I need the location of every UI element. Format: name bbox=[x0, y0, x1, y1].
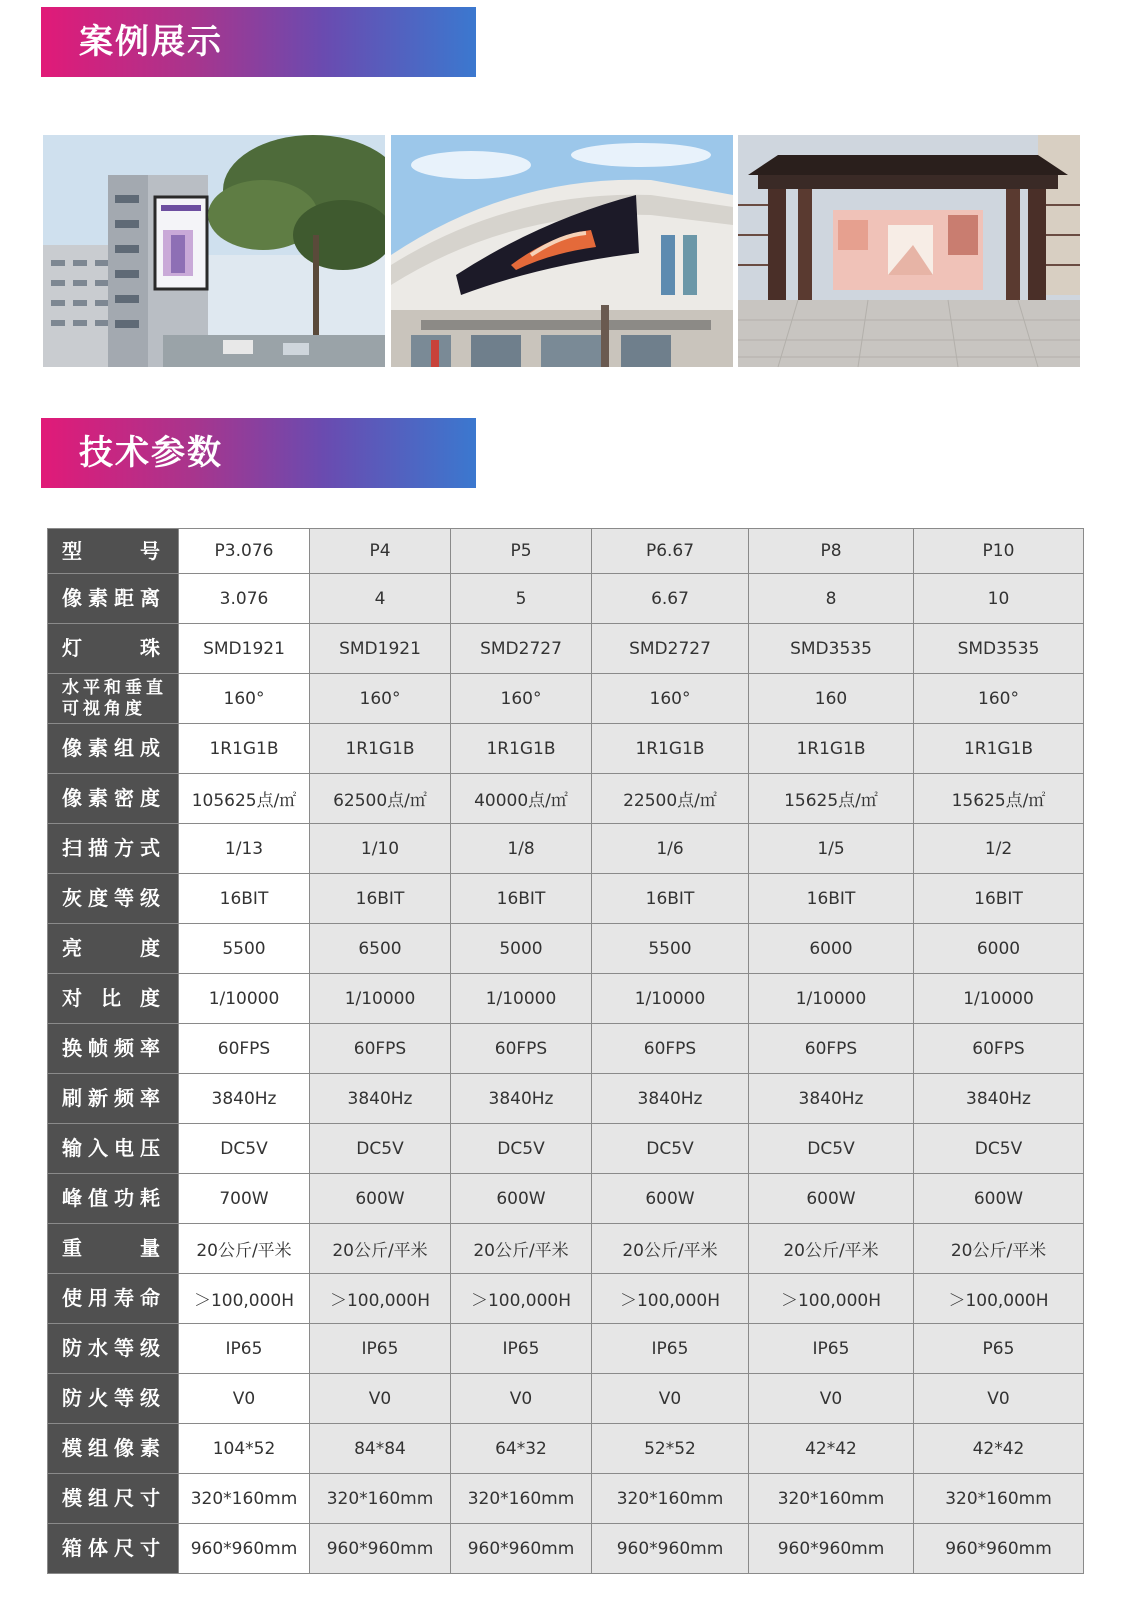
spec-cell: 1/2 bbox=[914, 824, 1084, 874]
spec-cell: 3840Hz bbox=[592, 1074, 749, 1124]
spec-row bbox=[48, 1424, 1084, 1474]
spec-cell: 84*84 bbox=[310, 1424, 451, 1474]
spec-cell: 3840Hz bbox=[310, 1074, 451, 1124]
spec-cell: V0 bbox=[914, 1374, 1084, 1424]
spec-row-label: 模组尺寸 bbox=[48, 1474, 179, 1524]
spec-row bbox=[48, 1224, 1084, 1274]
spec-row bbox=[48, 1374, 1084, 1424]
spec-cell: V0 bbox=[451, 1374, 592, 1424]
spec-cell: 320*160mm bbox=[310, 1474, 451, 1524]
spec-cell: IP65 bbox=[749, 1324, 914, 1374]
spec-cell: P10 bbox=[914, 529, 1084, 574]
spec-row bbox=[48, 1124, 1084, 1174]
spec-cell: 6500 bbox=[310, 924, 451, 974]
spec-cell: SMD2727 bbox=[451, 624, 592, 674]
spec-cell: P3.076 bbox=[179, 529, 310, 574]
spec-row bbox=[48, 874, 1084, 924]
spec-cell: 22500点/㎡ bbox=[592, 774, 749, 824]
spec-cell: 960*960mm bbox=[310, 1524, 451, 1574]
spec-cell: 160° bbox=[451, 674, 592, 724]
spec-row-label: 扫描方式 bbox=[48, 824, 179, 874]
spec-cell: ＞100,000H bbox=[310, 1274, 451, 1324]
spec-cell: 60FPS bbox=[914, 1024, 1084, 1074]
spec-cell: 160° bbox=[310, 674, 451, 724]
spec-cell: P4 bbox=[310, 529, 451, 574]
spec-cell: 600W bbox=[310, 1174, 451, 1224]
spec-cell: DC5V bbox=[914, 1124, 1084, 1174]
spec-cell: 42*42 bbox=[914, 1424, 1084, 1474]
spec-cell: 62500点/㎡ bbox=[310, 774, 451, 824]
spec-cell: 1R1G1B bbox=[179, 724, 310, 774]
spec-row bbox=[48, 1274, 1084, 1324]
spec-cell: 52*52 bbox=[592, 1424, 749, 1474]
spec-cell: 6000 bbox=[749, 924, 914, 974]
spec-cell: ＞100,000H bbox=[592, 1274, 749, 1324]
spec-cell: IP65 bbox=[310, 1324, 451, 1374]
spec-cell: SMD3535 bbox=[749, 624, 914, 674]
spec-cell: 600W bbox=[914, 1174, 1084, 1224]
spec-cell: 3840Hz bbox=[914, 1074, 1084, 1124]
spec-row-label: 像素组成 bbox=[48, 724, 179, 774]
spec-cell: 20公斤/平米 bbox=[749, 1224, 914, 1274]
spec-row-label: 峰值功耗 bbox=[48, 1174, 179, 1224]
spec-cell: 16BIT bbox=[914, 874, 1084, 924]
spec-cell: 60FPS bbox=[592, 1024, 749, 1074]
spec-cell: 160° bbox=[592, 674, 749, 724]
spec-row bbox=[48, 774, 1084, 824]
spec-row bbox=[48, 1474, 1084, 1524]
spec-cell: 15625点/㎡ bbox=[914, 774, 1084, 824]
spec-row-label: 型 号 bbox=[48, 529, 179, 574]
spec-cell: IP65 bbox=[179, 1324, 310, 1374]
spec-cell: 1/10000 bbox=[451, 974, 592, 1024]
spec-row-label: 刷新频率 bbox=[48, 1074, 179, 1124]
spec-cell: 160 bbox=[749, 674, 914, 724]
spec-cell: ＞100,000H bbox=[914, 1274, 1084, 1324]
spec-cell: ＞100,000H bbox=[749, 1274, 914, 1324]
spec-cell: P6.67 bbox=[592, 529, 749, 574]
spec-cell: V0 bbox=[592, 1374, 749, 1424]
spec-cell: 5500 bbox=[592, 924, 749, 974]
spec-cell: 42*42 bbox=[749, 1424, 914, 1474]
spec-row-label: 输入电压 bbox=[48, 1124, 179, 1174]
spec-row bbox=[48, 574, 1084, 624]
spec-cell: 20公斤/平米 bbox=[914, 1224, 1084, 1274]
spec-cell: 16BIT bbox=[592, 874, 749, 924]
spec-cell: 4 bbox=[310, 574, 451, 624]
spec-table bbox=[47, 528, 1084, 1574]
spec-cell: 960*960mm bbox=[592, 1524, 749, 1574]
spec-cell: 960*960mm bbox=[749, 1524, 914, 1574]
spec-cell: 20公斤/平米 bbox=[310, 1224, 451, 1274]
spec-cell: 1/10000 bbox=[749, 974, 914, 1024]
spec-row-label: 模组像素 bbox=[48, 1424, 179, 1474]
spec-cell: 104*52 bbox=[179, 1424, 310, 1474]
spec-cell: 5500 bbox=[179, 924, 310, 974]
spec-cell: 3840Hz bbox=[179, 1074, 310, 1124]
spec-row bbox=[48, 824, 1084, 874]
case-photo-plaza-pavilion bbox=[738, 135, 1080, 367]
spec-cell: 1/10000 bbox=[179, 974, 310, 1024]
spec-cell: 20公斤/平米 bbox=[592, 1224, 749, 1274]
spec-row bbox=[48, 1524, 1084, 1574]
spec-cell: 5 bbox=[451, 574, 592, 624]
spec-cell: 600W bbox=[592, 1174, 749, 1224]
case-photo-building-billboard bbox=[43, 135, 385, 367]
spec-cell: 6.67 bbox=[592, 574, 749, 624]
spec-cell: 1R1G1B bbox=[749, 724, 914, 774]
spec-cell: 64*32 bbox=[451, 1424, 592, 1474]
spec-row bbox=[48, 1074, 1084, 1124]
spec-cell: SMD1921 bbox=[310, 624, 451, 674]
spec-cell: 1/10000 bbox=[310, 974, 451, 1024]
spec-cell: 15625点/㎡ bbox=[749, 774, 914, 824]
spec-row bbox=[48, 1024, 1084, 1074]
spec-row-label: 像素密度 bbox=[48, 774, 179, 824]
spec-cell: 600W bbox=[451, 1174, 592, 1224]
spec-cell: 320*160mm bbox=[592, 1474, 749, 1524]
spec-cell: 1/13 bbox=[179, 824, 310, 874]
spec-row bbox=[48, 529, 1084, 574]
spec-cell: V0 bbox=[179, 1374, 310, 1424]
spec-cell: P65 bbox=[914, 1324, 1084, 1374]
spec-cell: 60FPS bbox=[451, 1024, 592, 1074]
spec-cell: 60FPS bbox=[310, 1024, 451, 1074]
spec-cell: 8 bbox=[749, 574, 914, 624]
spec-cell: IP65 bbox=[451, 1324, 592, 1374]
spec-cell: 20公斤/平米 bbox=[451, 1224, 592, 1274]
spec-row bbox=[48, 624, 1084, 674]
spec-cell: V0 bbox=[310, 1374, 451, 1424]
spec-cell: SMD3535 bbox=[914, 624, 1084, 674]
spec-cell: 16BIT bbox=[179, 874, 310, 924]
specs-section-title: 技术参数 bbox=[41, 418, 476, 488]
spec-row bbox=[48, 974, 1084, 1024]
spec-row-label: 使用寿命 bbox=[48, 1274, 179, 1324]
spec-row-label: 灰度等级 bbox=[48, 874, 179, 924]
spec-cell: P5 bbox=[451, 529, 592, 574]
spec-row bbox=[48, 1174, 1084, 1224]
spec-cell: 1R1G1B bbox=[310, 724, 451, 774]
spec-cell: 320*160mm bbox=[451, 1474, 592, 1524]
spec-cell: 600W bbox=[749, 1174, 914, 1224]
spec-cell: 5000 bbox=[451, 924, 592, 974]
spec-cell: 1/6 bbox=[592, 824, 749, 874]
spec-cell: V0 bbox=[749, 1374, 914, 1424]
spec-cell: DC5V bbox=[179, 1124, 310, 1174]
spec-row-label: 像素距离 bbox=[48, 574, 179, 624]
spec-cell: 320*160mm bbox=[749, 1474, 914, 1524]
spec-row-label: 水平和垂直可视角度 bbox=[48, 674, 179, 724]
spec-cell: 960*960mm bbox=[451, 1524, 592, 1574]
spec-cell: 1R1G1B bbox=[914, 724, 1084, 774]
spec-cell: 10 bbox=[914, 574, 1084, 624]
spec-cell: 1R1G1B bbox=[451, 724, 592, 774]
case-photo-shopping-mall bbox=[391, 135, 733, 367]
spec-cell: 1/10 bbox=[310, 824, 451, 874]
spec-row-label: 对 比 度 bbox=[48, 974, 179, 1024]
spec-cell: 1/10000 bbox=[592, 974, 749, 1024]
spec-cell: ＞100,000H bbox=[451, 1274, 592, 1324]
spec-cell: IP65 bbox=[592, 1324, 749, 1374]
spec-cell: 1R1G1B bbox=[592, 724, 749, 774]
spec-cell: 700W bbox=[179, 1174, 310, 1224]
spec-cell: 320*160mm bbox=[914, 1474, 1084, 1524]
spec-cell: 3.076 bbox=[179, 574, 310, 624]
spec-cell: 16BIT bbox=[310, 874, 451, 924]
cases-section-title: 案例展示 bbox=[41, 7, 476, 77]
spec-row-label: 箱体尺寸 bbox=[48, 1524, 179, 1574]
spec-row-label: 亮 度 bbox=[48, 924, 179, 974]
spec-cell: 160° bbox=[914, 674, 1084, 724]
spec-cell: 1/8 bbox=[451, 824, 592, 874]
spec-cell: SMD1921 bbox=[179, 624, 310, 674]
spec-cell: 60FPS bbox=[179, 1024, 310, 1074]
spec-row bbox=[48, 724, 1084, 774]
spec-cell: 1/10000 bbox=[914, 974, 1084, 1024]
spec-row-label: 重 量 bbox=[48, 1224, 179, 1274]
spec-row bbox=[48, 674, 1084, 724]
spec-cell: P8 bbox=[749, 529, 914, 574]
spec-cell: DC5V bbox=[451, 1124, 592, 1174]
spec-cell: 20公斤/平米 bbox=[179, 1224, 310, 1274]
spec-cell: DC5V bbox=[749, 1124, 914, 1174]
spec-cell: ＞100,000H bbox=[179, 1274, 310, 1324]
spec-cell: DC5V bbox=[310, 1124, 451, 1174]
spec-row-label: 换帧频率 bbox=[48, 1024, 179, 1074]
spec-row bbox=[48, 1324, 1084, 1374]
spec-cell: 1/5 bbox=[749, 824, 914, 874]
spec-cell: 960*960mm bbox=[179, 1524, 310, 1574]
spec-cell: 16BIT bbox=[749, 874, 914, 924]
spec-row bbox=[48, 924, 1084, 974]
spec-cell: DC5V bbox=[592, 1124, 749, 1174]
spec-cell: 3840Hz bbox=[451, 1074, 592, 1124]
spec-row-label: 灯 珠 bbox=[48, 624, 179, 674]
spec-cell: 105625点/㎡ bbox=[179, 774, 310, 824]
spec-cell: 60FPS bbox=[749, 1024, 914, 1074]
spec-cell: 160° bbox=[179, 674, 310, 724]
spec-cell: 3840Hz bbox=[749, 1074, 914, 1124]
spec-row-label: 防水等级 bbox=[48, 1324, 179, 1374]
spec-cell: 16BIT bbox=[451, 874, 592, 924]
spec-cell: 320*160mm bbox=[179, 1474, 310, 1524]
spec-cell: 40000点/㎡ bbox=[451, 774, 592, 824]
spec-cell: 6000 bbox=[914, 924, 1084, 974]
spec-cell: 960*960mm bbox=[914, 1524, 1084, 1574]
spec-row-label: 防火等级 bbox=[48, 1374, 179, 1424]
spec-cell: SMD2727 bbox=[592, 624, 749, 674]
